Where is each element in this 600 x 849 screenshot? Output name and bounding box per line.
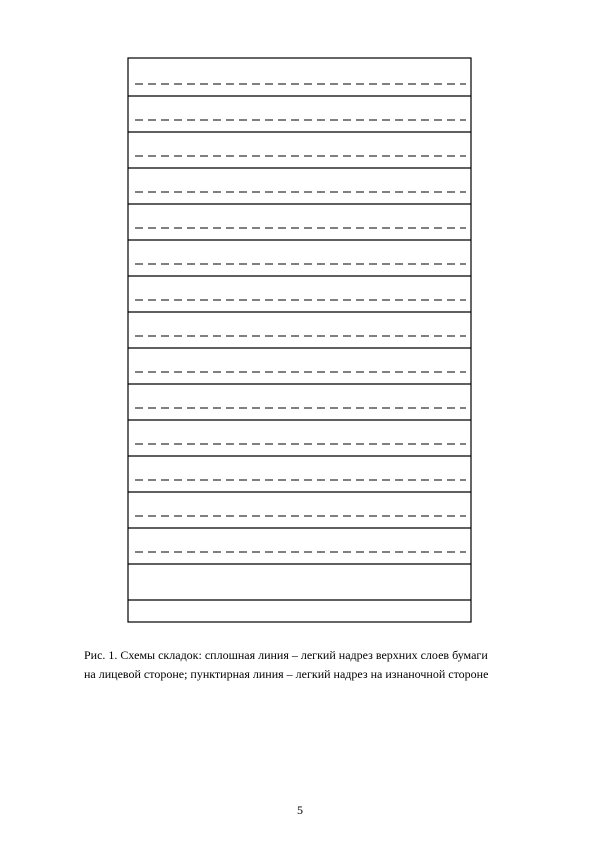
fold-scheme-diagram <box>127 57 472 623</box>
fold-scheme-figure <box>127 57 472 623</box>
figure-caption <box>84 646 524 684</box>
caption-line-1: Рис. 1. Схемы складок: сплошная линия – легкий надрез верхних слоев бумаги <box>84 648 488 662</box>
caption-line-2: на лицевой стороне; пунктирная линия – легкий надрез на изнаночной стороне <box>84 667 489 681</box>
figure-border <box>128 58 471 622</box>
page-number: 5 <box>297 803 303 817</box>
